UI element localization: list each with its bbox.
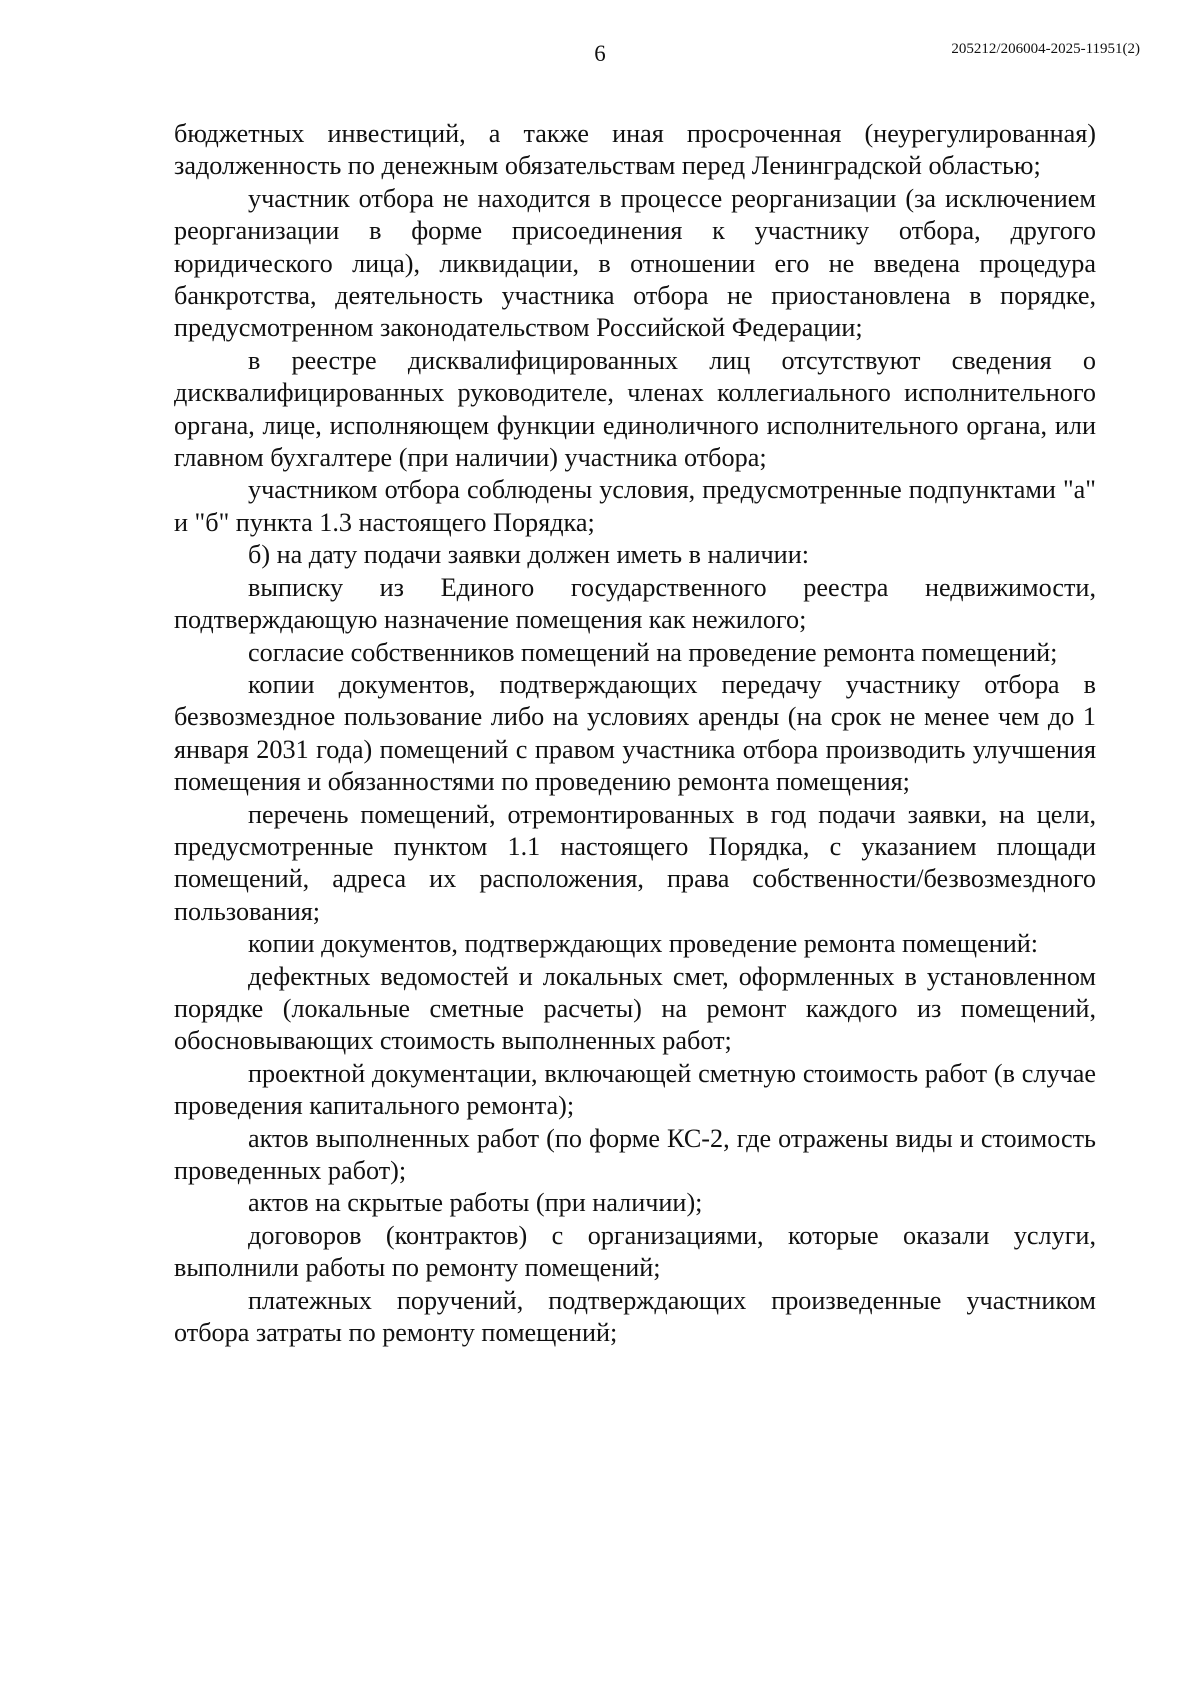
paragraph: б) на дату подачи заявки должен иметь в наличии: (248, 540, 809, 570)
page-number: 6 (594, 41, 606, 66)
paragraph: участник отбора не находится в процессе реорганизации (за исключением реорганизации в форме присоединения к участнику отбора, другого юридического лица), ликвидации, в отношении его не введена процедура банкротства, деятельность участника отбора не приостановлена в порядке, предусмотренном законодательством Российской Федерации; (174, 183, 1096, 343)
paragraph: договоров (контрактов) с организациями, которые оказали услуги, выполнили работы по ремонту помещений; (174, 1220, 1096, 1283)
paragraph: копии документов, подтверждающих передачу участнику отбора в безвозмездное пользование либо на условиях аренды (на срок не менее чем до 1 января 2031 года) помещений с правом участника отбора производить улучшения помещения и обязанностями по проведению ремонта помещения; (174, 669, 1096, 797)
paragraph: дефектных ведомостей и локальных смет, оформленных в установленном порядке (локальные сметные расчеты) на ремонт каждого из помещений, обосновывающих стоимость выполненных работ; (174, 961, 1096, 1056)
paragraph: актов выполненных работ (по форме КС-2, где отражены виды и стоимость проведенных работ); (174, 1123, 1096, 1185)
paragraph: платежных поручений, подтверждающих произведенные участником отбора затраты по ремонту помещений; (174, 1285, 1096, 1348)
document-body (174, 118, 1096, 1349)
paragraph: перечень помещений, отремонтированных в год подачи заявки, на цели, предусмотренные пунктом 1.1 настоящего Порядка, с указанием площади помещений, адреса их расположения, права собственности/безвозмездного пользования; (174, 799, 1096, 926)
document-id: 205212/206004-2025-11951(2) (951, 41, 1140, 57)
paragraph: копии документов, подтверждающих проведение ремонта помещений: (248, 929, 1039, 959)
paragraph: выписку из Единого государственного реестра недвижимости, подтверждающую назначение помещения как нежилого; (174, 572, 1096, 635)
paragraph: актов на скрытые работы (при наличии); (248, 1188, 703, 1218)
paragraph: бюджетных инвестиций, а также иная просроченная (неурегулированная) задолженность по денежным обязательствам перед Ленинградской областью; (174, 119, 1096, 181)
paragraph: в реестре дисквалифицированных лиц отсутствуют сведения о дисквалифицированных руководителе, членах коллегиального исполнительного органа, лице, исполняющем функции единоличного исполнительного органа, или главном бухгалтере (при наличии) участника отбора; (174, 345, 1096, 473)
paragraph: согласие собственников помещений на проведение ремонта помещений; (248, 637, 1058, 667)
paragraph: участником отбора соблюдены условия, предусмотренные подпунктами "а" и "б" пункта 1.3 настоящего Порядка; (174, 475, 1096, 537)
paragraph: проектной документации, включающей сметную стоимость работ (в случае проведения капитального ремонта); (174, 1058, 1096, 1121)
